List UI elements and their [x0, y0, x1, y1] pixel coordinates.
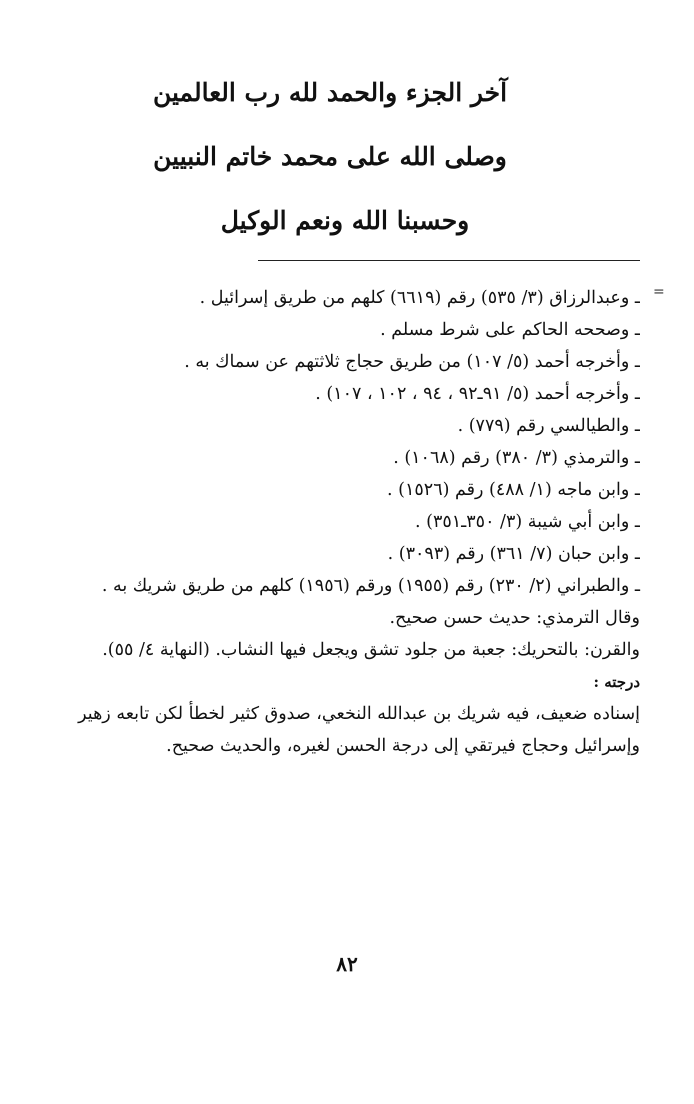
- footnote-line: ـ وصححه الحاكم على شرط مسلم .: [380, 320, 640, 340]
- closing-line-2: وصلى الله على محمد خاتم النبيين: [153, 142, 507, 171]
- footnote-line: ـ وأخرجه أحمد (٥/ ١٠٧) من طريق حجاج ثلاثتهم عن سماك به .: [184, 352, 640, 372]
- footnote-line: ـ والترمذي (٣/ ٣٨٠) رقم (١٠٦٨) .: [393, 448, 640, 468]
- closing-line-1: آخر الجزء والحمد لله رب العالمين: [152, 78, 508, 107]
- footnote-line: ـ والطبراني (٢/ ٢٣٠) رقم (١٩٥٥) ورقم (١٩٥٦) كلهم من طريق شريك به .: [101, 576, 640, 596]
- footnote-line: ـ وعبدالرزاق (٣/ ٥٣٥) رقم (٦٦١٩) كلهم من طريق إسرائيل .: [199, 288, 640, 308]
- footnote-line: ـ والطيالسي رقم (٧٧٩) .: [457, 416, 640, 436]
- footnote-line: ـ وابن ماجه (١/ ٤٨٨) رقم (١٥٢٦) .: [387, 480, 640, 500]
- footnote-line: ـ وابن حبان (٧/ ٣٦١) رقم (٣٠٩٣) .: [387, 544, 640, 564]
- footnote-line: ـ وأخرجه أحمد (٥/ ٩١ـ٩٢ ، ٩٤ ، ١٠٢ ، ١٠٧) .: [315, 384, 640, 404]
- grading-label: درجته :: [593, 673, 640, 691]
- closing-line-3: وحسبنا الله ونعم الوكيل: [220, 206, 470, 235]
- margin-mark: =: [653, 284, 665, 300]
- grading-text: إسناده ضعيف، فيه شريك بن عبدالله النخعي، صدوق كثير لخطأ لكن تابعه زهير وإسرائيل وحجاج فيرتقي إلى درجة الحسن لغيره، والحديث صحيح.: [78, 704, 640, 756]
- footnote-divider: [258, 260, 640, 261]
- qarn-definition: والقرن: بالتحريك: جعبة من جلود تشق ويجعل فيها النشاب. (النهاية ٤/ ٥٥).: [102, 640, 640, 660]
- page-number: ٨٢: [336, 952, 358, 976]
- footnotes-block: [64, 282, 640, 762]
- tirmidhi-note: وقال الترمذي: حديث حسن صحيح.: [389, 608, 640, 628]
- footnote-line: ـ وابن أبي شيبة (٣/ ٣٥٠ـ٣٥١) .: [414, 512, 640, 532]
